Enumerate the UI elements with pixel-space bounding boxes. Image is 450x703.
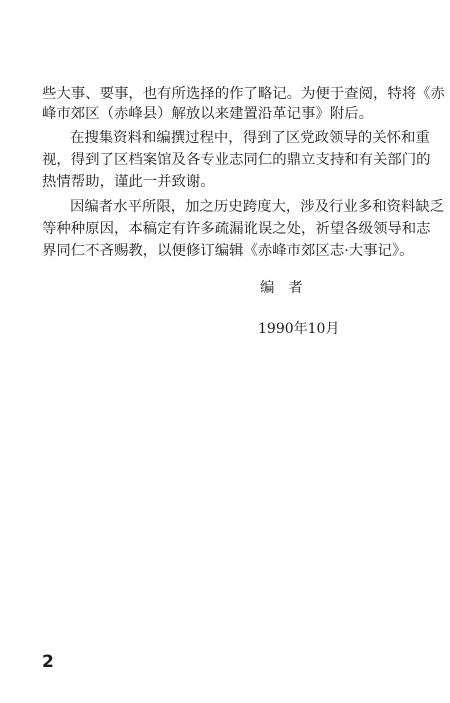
paragraph-1-line-1: 些大事、要事，也有所选择的作了略记。为便于查阅，特将《赤 <box>42 86 445 102</box>
author-signature: 编者 <box>260 280 317 296</box>
paragraph-2-line-2: 视，得到了区档案馆及各专业志同仁的鼎立支持和有关部门的 <box>42 152 431 168</box>
paragraph-3-line-2: 等种种原因，本稿定有许多疏漏讹误之处，祈望各级领导和志 <box>42 221 431 237</box>
page-number: 2 <box>42 652 54 672</box>
paragraph-1-line-2: 峰市郊区（赤峰县）解放以来建置沿革记事》附后。 <box>42 106 373 122</box>
paragraph-3-line-3: 界同仁不吝赐教，以便修订编辑《赤峰市郊区志·大事记》。 <box>42 243 414 259</box>
paragraph-3-line-1: 因编者水平所限，加之历史跨度大，涉及行业多和资料缺乏 <box>70 199 445 215</box>
paragraph-2-line-1: 在搜集资料和编撰过程中，得到了区党政领导的关怀和重 <box>70 130 430 146</box>
paragraph-2-line-3: 热情帮助，谨此一并致谢。 <box>42 174 215 190</box>
date: 1990年10月 <box>258 321 340 337</box>
